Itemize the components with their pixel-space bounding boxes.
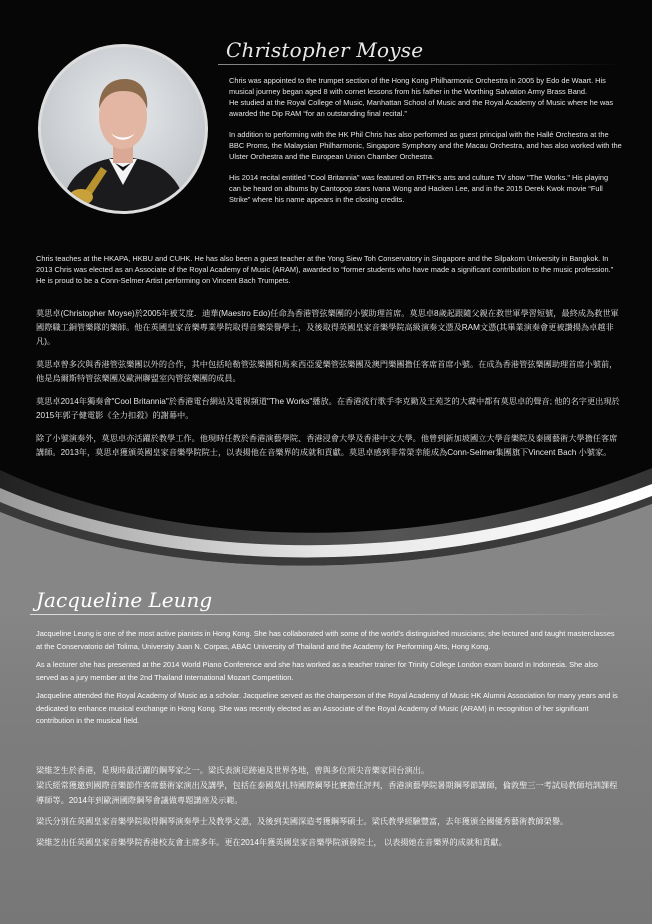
bio-paragraph: His 2014 recital entitled "Cool Britannia" was featured on RTHK's arts and culture TV show "The Works." His playing can be heard on albums by Cantopop stars Ivana Wong and Hacken Lee, and in the 2015 Derek Kwok movie “Full Strike” where his name appears in the closing credits. xyxy=(229,173,609,204)
bio-paragraph-zh: 莫思卓曾多次與香港管弦樂團以外的合作，其中包括哈勒管弦樂團和馬來西亞愛樂管弦樂團及澳門樂團擔任客席首席小號。在成為香港管弦樂團助理首席小號前，他是烏爾斯特管弦樂團及歐洲聯盟室內管弦樂團的成員。 xyxy=(36,360,618,383)
bio-paragraph-zh: 莫思卓2014年獨奏會"Cool Britannia"於香港電台網站及電視頻道"The Works"播放。在香港流行歌手李克勤及王苑芝的大碟中都有莫思卓的聲音; 他的名字更出現於2015年郭子健電影《全力扣殺》的謝幕中。 xyxy=(36,397,620,420)
bio-paragraph: In addition to performing with the HK Phil Chris has also performed as guest principal with the Hallé Orchestra at the BBC Proms, the Malaysian Philharmonic, Singapore Symphony and the Macau Orchestra, and has also worked with the Ulster Orchestra and the European Union Chamber Orchestra. xyxy=(229,130,622,161)
bio-paragraph: He studied at the Royal College of Music, Manhattan School of Music and the Royal Academy of Music where he was awarded the Dip RAM “for an outstanding final recital.” xyxy=(229,98,614,118)
bio-paragraph-zh: 梁氏分別在英國皇家音樂學院取得鋼琴演奏學士及教學文憑，及後到美國深造考獲鋼琴碩士。梁氏教學經驗豐富，去年獲頒全國優秀藝術教師榮譽。 xyxy=(36,817,569,826)
bio-paragraph-zh: 梁維芝出任英國皇家音樂學院香港校友會主席多年。更在2014年獲英國皇家音樂學院頒發院士， 以表揚她在音樂界的成就和貢獻。 xyxy=(36,838,507,847)
bio-paragraph: Jacqueline attended the Royal Academy of Music as a scholar. Jacqueline served as the chairperson of the Royal Academy of Music HK Alumni Association for many years and is dedicated to enhance musical exchange in Hong Kong. She was recently elected as an Associate of the Royal Academy of Music (ARAM) in recognition of her significant contribution in the musical field. xyxy=(36,691,618,725)
person1-bio-en-wide xyxy=(36,253,620,286)
bio-paragraph: Jacqueline Leung is one of the most active pianists in Hong Kong. She has collaborated with some of the world's distinguished musicians; she lectured and taught masterclasses at the Conservatorio del Tolima, University Juan N. Corpas, ABAC University of Thailand and the Academy for Performing Arts, Hong Kong. xyxy=(36,629,615,651)
person2-bio-zh xyxy=(36,763,620,856)
title-underline xyxy=(30,614,620,615)
portrait-photo xyxy=(38,44,208,214)
bio-paragraph-zh: 除了小號演奏外，莫思卓亦活躍於教學工作。他現時任教於香港演藝學院、香港浸會大學及香港中文大學。他曾到新加坡國立大學音樂院及泰國藝術大學擔任客席講師。2013年，莫思卓獲頒英國皇家音樂學院院士，以表揚他在音樂界的成就和貢獻。莫思卓感到非常榮幸能成為Conn-Selmer集團旗下Vincent Bach 小號家。 xyxy=(36,434,618,457)
person1-bio-zh xyxy=(36,307,620,469)
person1-name: Christopher Moyse xyxy=(226,38,424,62)
person1-bio-en xyxy=(229,75,622,215)
person2-name: Jacqueline Leung xyxy=(36,588,213,612)
bio-paragraph-zh: 梁維芝生於香港，是現時最活躍的鋼琴家之一。梁氏表演足跡遍及世界各地，曾與多位頂尖音樂家同台演出。 梁氏經常獲邀到國際音樂節作客席藝術家演出及講學，包括在泰國莫扎特國際鋼琴比賽擔任評判，香港演藝學院暑期鋼琴節講師，倫敦聖三一考試局教師培訓課程導師等。2014年到歐洲國際鋼琴會議做專題講座及示範。 xyxy=(36,766,618,805)
bio-paragraph: Chris teaches at the HKAPA, HKBU and CUHK. He has also been a guest teacher at the Yong Siew Toh Conservatory in Singapore and the Silpakorn University in Bangkok. In 2013 Chris was elected as an Associate of the Royal Academy of Music (ARAM), awarded to “former students who have made a significant contribution to the music profession.” He is proud to be a Conn-Selmer Artist performing on Vincent Bach Trumpets. xyxy=(36,254,614,285)
bio-paragraph: Chris was appointed to the trumpet section of the Hong Kong Philharmonic Orchestra in 2005 by Edo de Waart. His musical journey began aged 8 with cornet lessons from his father in the Worthing Salvation Army Brass Band. xyxy=(229,76,606,96)
bio-paragraph-zh: 莫思卓(Christopher Moyse)於2005年被艾度．迪華(Maestro Edo)任命為香港管弦樂團的小號助理首席。莫思卓8歲起跟隨父親在救世軍學習短號，最終成為救世軍國際職工銅管樂隊的樂師。他在英國皇家音樂專業學院取得音樂榮譽學士，及後取得英國皇家音樂學院高級演奏文憑及RAM文憑(其畢業演奏會更被讚揚為卓越非凡)。 xyxy=(36,309,619,346)
bio-paragraph: As a lecturer she has presented at the 2014 World Piano Conference and she has worked as a teacher trainer for Trinity College London exam board in Indonesia. She also served as a jury member at the 2nd Thailand International Mozart Competition. xyxy=(36,660,598,682)
person2-bio-en xyxy=(36,628,620,734)
title-underline xyxy=(218,64,622,65)
